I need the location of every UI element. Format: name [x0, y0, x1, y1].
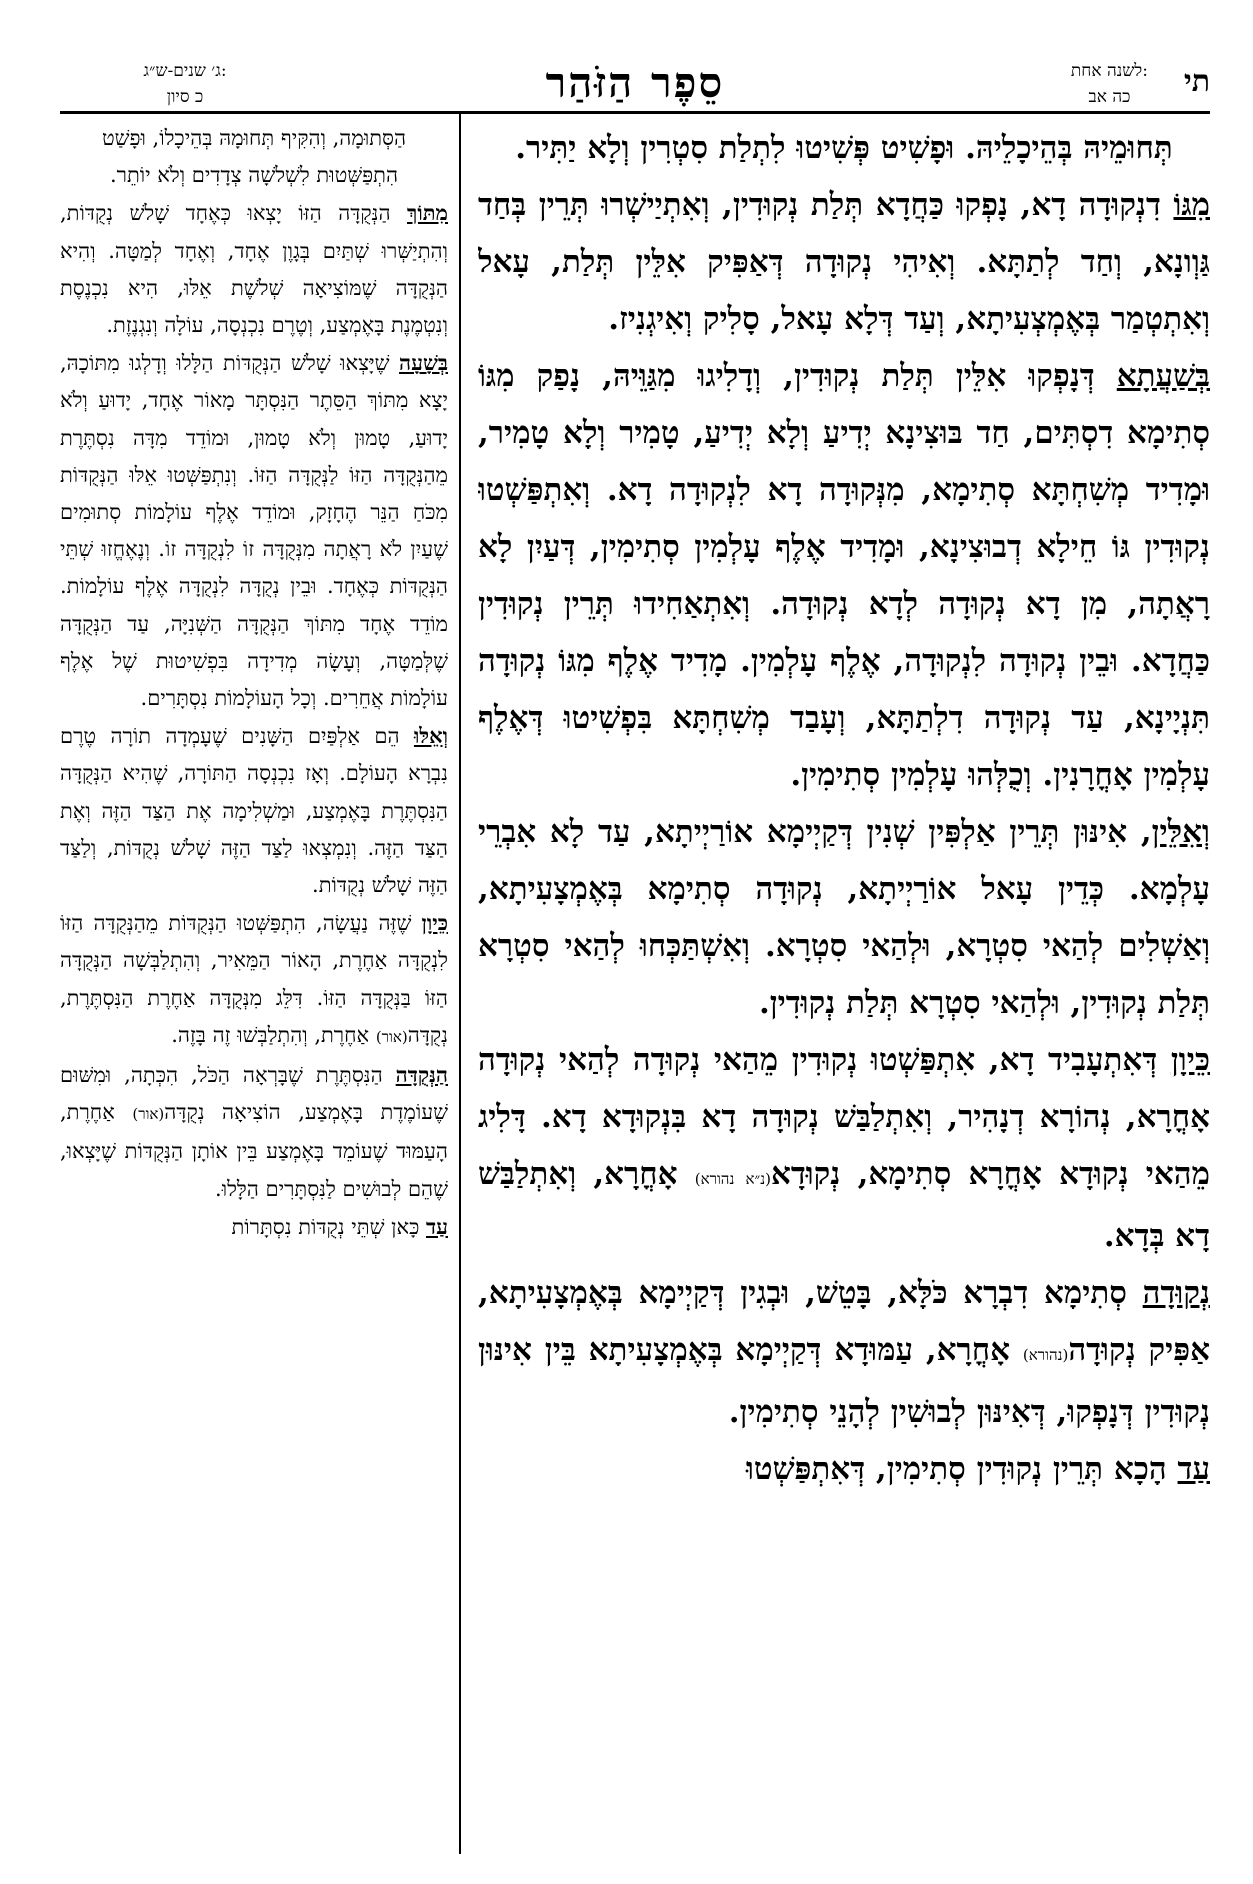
paragraph-lead-word: עַד [426, 1213, 448, 1239]
schedule-label: ג׳ שנים-ש״ג: [143, 61, 227, 81]
date-label: כה אב [1088, 87, 1131, 107]
paragraph-lead-word: וְאֵלּוּ [413, 723, 448, 749]
hebrew-translation-column [60, 120, 448, 1865]
translation-paragraph: הַנְּקֻדָּה הַנִּסְתֶּרֶת שֶׁבָּרְאָה הַכֹּל, הִכְּתָה, וּמִשּׁוּם שֶׁעוֹמֶדֶת בָּאֶמְצַע, הוֹצִיאָה נְקֻדָּה(אור) אַחֶרֶת, הָעַמּוּד שֶׁעוֹמֵד בָּאֶמְצַע בֵּין אוֹתָן הַנְּקֻדּוֹת שֶׁיָּצְאוּ, שֶׁהֵם לְבוּשִׁים לַנִּסְתָּרִים הַלָּלוּ. [60, 1062, 448, 1201]
paragraph-lead-word: וְאִלֵּין [1151, 814, 1210, 850]
paragraph-lead-word: מִגּוֹ [1173, 187, 1210, 223]
translation-paragraph: עַד כָּאן שְׁתֵּי נְקֻדּוֹת נִסְתָּרוֹת [231, 1213, 448, 1239]
page-number: תי [1183, 64, 1210, 99]
translation-paragraph: בְּשָׁעָה שֶׁיָּצְאוּ שָׁלֹשׁ הַנְּקֻדּוֹת הַלָּלוּ וְדָלְגוּ מִתּוֹכָהּ, יָצָא מִתּוֹךְ הַסֵּתֶר הַנִּסְתָּר מָאוֹר אֶחָד, יָדוּעַ וְלֹא יָדוּעַ, טָמוּן וְלֹא טָמוּן, וּמוֹדֵד מִדָּה נִסְתֶּרֶת מֵהַנְּקֻדָּה הַזּוֹ לַנְּקֻדָּה הַזּוֹ. וְנִתְפַּשְּׁטוּ אֵלּוּ הַנְּקֻדּוֹת מִכֹּחַ הַנֵּר הֶחָזָק, וּמוֹדֵד אֶלֶף עוֹלָמוֹת סְתוּמִים שֶׁעַיִן לֹא רָאֲתָה מִנְּקֻדָּה זוֹ לִנְקֻדָּה זוֹ. וְנֶאֶחֱזוּ שְׁתֵּי הַנְּקֻדּוֹת כְּאֶחָד. וּבֵין נְקֻדָּה לִנְקֻדָּה אֶלֶף עוֹלָמוֹת. מוֹדֵד אֶחָד מִתּוֹךְ הַנְּקֻדָּה הַשְּׁנִיָּה, עַד הַנְּקֻדָּה שֶׁלְּמַטָּה, וְעָשָׂה מְדִידָה בִּפְשִׁיטוּת שֶׁל אֶלֶף עוֹלָמוֹת אֲחֵרִים. וְכָל הָעוֹלָמוֹת נִסְתָּרִים. [60, 350, 448, 711]
main-paragraph: נְקוּדָה סְתִימָא דִבְרָא כֹּלָּא, בָּטֵשׁ, וּבְגִין דְּקַיְימָא בְּאֶמְצָעִיתָא, אַפִּיק נְקוּדָה(נהורא) אָחֳרָא, עַמּוּדָא דְּקַיְימָא בְּאֶמְצָעִיתָא בֵּין אִינּוּן נְקוּדִין דְּנָפְקוּ, דְּאִינּוּן לְבוּשִׁין לְהָנֵי סְתִימִין. [478, 1275, 1210, 1430]
main-paragraph: כֵּיוָן דְּאִתְעָבִיד דָא, אִתְפַּשְׁטוּ נְקוּדִין מֵהַאי נְקוּדָה לְהַאי נְקוּדָה אָחֳרָא, נְהוֹרָא דְנָהִיר, וְאִתְלַבַּשׁ נְקוּדָה דָא בִּנְקוּדָא דָא. דָּלִיג מֵהַאי נְקוּדָא אָחֳרָא סְתִימָא, נְקוּדָא(נ״א נהורא) אָחֳרָא, וְאִתְלַבַּשׁ דָא בְּדָא. [478, 1042, 1210, 1254]
book-title: סֵפֶר הַזֹּהַר [545, 58, 725, 107]
main-paragraph: עַד הָכָא תְּרֵין נְקוּדִין סְתִימִין, דְּאִתְפַּשְׁטוּ [745, 1451, 1210, 1487]
variant-note: (נהורא) [1022, 1346, 1069, 1364]
main-paragraph: מִגּוֹ דִנְקוּדָה דָא, נָפְקוּ כַּחֲדָא תְּלַת נְקוּדִין, וְאִתְיַישְׁרוּ תְּרֵין בְּחַד גַּוְונָא, וְחַד לְתַתָּא. וְאִיהִי נְקוּדָה דְּאַפִּיק אִלֵּין תְּלַת, עָאל וְאִתְטְמַר בְּאֶמְצְעִיתָא, וְעַד דְּלָא עָאל, סָלִיק וְאִיגְנִיז. [478, 187, 1210, 337]
header-divider [60, 111, 1210, 114]
main-paragraph: בְּשַׁעֲתָא דְּנָפְקוּ אִלֵּין תְּלַת נְקוּדִין, וְדָלִיגוּ מִגַּוֵּיהּ, נָפַק מִגּוֹ סְתִימָא דִסְתִּים, חַד בּוּצִינָא יְדִיעַ וְלָא יְדִיעַ, טָמִיר וְלָא טָמִיר, וּמָדִיד מְשִׁחְתָּא סְתִימָא, מִנְּקוּדָה דָא לִנְקוּדָה דָא. וְאִתְפַּשְׁטוּ נְקוּדִין גּוֹ חֵילָא דְבוּצִינָא, וּמָדִיד אֶלֶף עָלְמִין סְתִימִין, דְּעַיִן לָא רָאֲתָה, מִן דָא נְקוּדָה לְדָא נְקוּדָה. וְאִתְאַחִידוּ תְּרֵין נְקוּדִין כַּחֲדָא. וּבֵין נְקוּדָה לִנְקוּדָה, אֶלֶף עָלְמִין. מָדִיד אֶלֶף מִגּוֹ נְקוּדָה תִּנְיָינָא, עַד נְקוּדָה דִלְתַתָּא, וְעָבַד מְשִׁחְתָּא בִּפְשִׁיטוּ דְּאֶלֶף עָלְמִין אָחֳרָנִין. וְכֻלְּהוּ עָלְמִין סְתִימִין. [478, 358, 1210, 793]
translation-paragraph: הַסְּתוּמָה, וְהִקִּיף תְּחוּמָהּ בְּהֵיכָלוֹ, וּפָשַׁט הִתְפַּשְּׁטוּת לִשְׁלֹשָׁה צְדָדִים וְלֹא יוֹתֵר. [101, 126, 407, 188]
translation-paragraph: כֵּיוָן שֶׁזֶּה נַעֲשָׂה, הִתְפַּשְּׁטוּ הַנְּקֻדּוֹת מֵהַנְּקֻדָּה הַזּוֹ לִנְקֻדָּה אַחֶרֶת, הָאוֹר הַמֵּאִיר, וְהִתְלַבְּשָׁה הַנְּקֻדָּה הַזּוֹ בַּנְּקֻדָּה הַזּוֹ. דִּלֵּג מִנְּקֻדָּה אַחֶרֶת הַנִּסְתֶּרֶת, נְקֻדָּה(אור) אַחֶרֶת, וְהִתְלַבְּשׁוּ זֶה בָּזֶה. [60, 910, 448, 1047]
main-paragraph: תְּחוּמֵיהּ בְּהֵיכָלֵיהּ. וּפָשִׁיט פְּשִׁיטוּ לִתְלַת סִטְרִין וְלָא יַתִּיר. [515, 130, 1173, 166]
aramaic-text-column [478, 120, 1210, 1865]
paragraph-lead-word: כֵּיוָן [1170, 1042, 1210, 1078]
paragraph-lead-word: כֵּיוָן [421, 910, 448, 936]
year-label: לשנה אחת: [1070, 61, 1148, 81]
paragraph-lead-word: מִתּוֹךְ [407, 200, 448, 226]
main-paragraph: וְאִלֵּין, אִינּוּן תְּרֵין אַלְפִּין שְׁנִין דְּקַיְימָא אוֹרַיְיתָא, עַד לָא אִבְרֵי עָלְמָא. כְּדֵין עָאל אוֹרַיְיתָא, נְקוּדָה סְתִימָא בְּאֶמְצָעִיתָא, וְאַשְׁלִים לְהַאי סִטְרָא, וּלְהַאי סִטְרָא. וְאִשְׁתַּכְּחוּ לְהַאי סִטְרָא תְּלַת נְקוּדִין, וּלְהַאי סִטְרָא תְּלַת נְקוּדִין. [478, 814, 1210, 1021]
daily-study-three-year [60, 58, 310, 110]
variant-note: (נ״א נהורא) [694, 1170, 771, 1188]
paragraph-lead-word: בְּשַׁעֲתָא [1116, 358, 1210, 394]
column-divider [459, 114, 461, 1854]
schedule-date: כ סיון [166, 87, 204, 107]
variant-note: (אור) [132, 1105, 165, 1124]
paragraph-lead-word: נְקוּדָה [1142, 1275, 1210, 1311]
variant-note: (אור) [375, 1027, 408, 1046]
paragraph-lead-word: בְּשָׁעָה [399, 350, 448, 376]
paragraph-lead-word: עַד [1177, 1451, 1210, 1487]
translation-paragraph: וְאֵלּוּ הֵם אַלְפַּיִם הַשָּׁנִים שֶׁעָמְדָה תוֹרָה טֶרֶם נִבְרָא הָעוֹלָם. וְאָז נִכְנְסָה הַתּוֹרָה, שֶׁהִיא הַנְּקֻדָּה הַנִּסְתֶּרֶת בָּאֶמְצַע, וּמַשְׁלִימָה אֶת הַצַּד הַזֶּה וְאֶת הַצַּד הַזֶּה. וְנִמְצְאוּ לַצַּד הַזֶּה שָׁלֹשׁ נְקֻדּוֹת, וְלַצַּד הַזֶּה שָׁלֹשׁ נְקֻדּוֹת. [60, 723, 448, 898]
paragraph-lead-word: הַנְּקֻדָּה [395, 1062, 448, 1088]
translation-paragraph: מִתּוֹךְ הַנְּקֻדָּה הַזּוֹ יָצְאוּ כְּאֶחָד שָׁלֹשׁ נְקֻדּוֹת, וְהִתְיַשְּׁרוּ שְׁתַּיִם בְּגָוֶן אֶחָד, וְאֶחָד לְמַטָּה. וְהִיא הַנְּקֻדָּה שֶׁמּוֹצִיאָה שְׁלֹשֶׁת אֵלּוּ, הִיא נִכְנֶסֶת וְנִטְמֶנֶת בָּאֶמְצַע, וְטֶרֶם נִכְנְסָה, עוֹלָה וְנִגְנֶזֶת. [60, 200, 448, 338]
